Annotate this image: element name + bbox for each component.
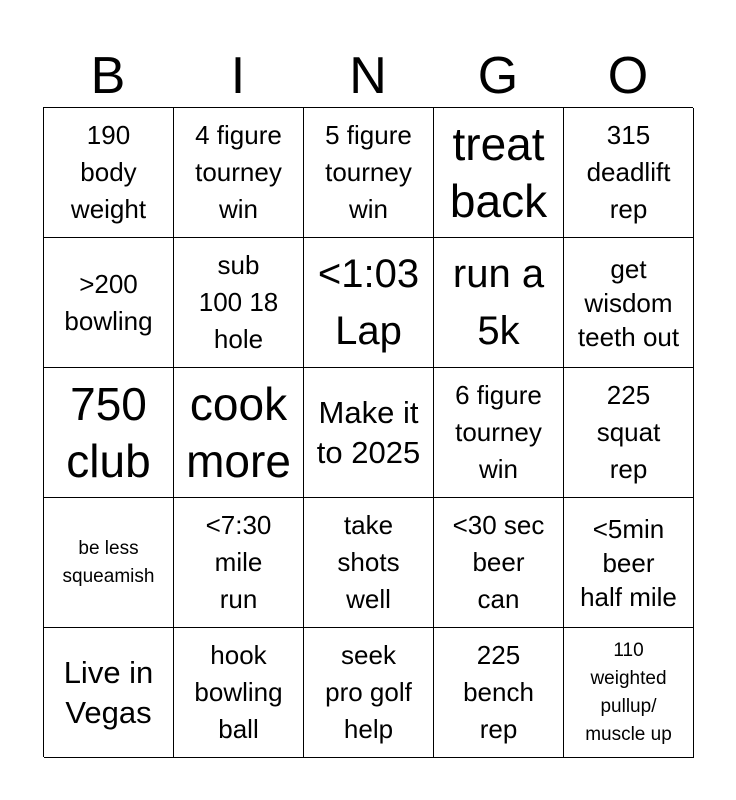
header-letter-o: O: [607, 47, 649, 105]
cell-text: <5min beer half mile: [580, 513, 677, 612]
bingo-cell[interactable]: [304, 628, 434, 758]
cell-text: be less squeamish: [62, 537, 155, 587]
bingo-cell[interactable]: [304, 108, 434, 238]
cell-text: 6 figure tourney win: [455, 380, 542, 484]
cell-text: 315 deadlift rep: [586, 120, 671, 224]
cell-text: 5 figure tourney win: [325, 120, 412, 224]
bingo-cell[interactable]: [44, 108, 174, 238]
bingo-cell[interactable]: [174, 238, 304, 368]
cell-text: Live in Vegas: [63, 654, 154, 730]
cell-text: cook more: [186, 377, 291, 487]
bingo-cell free-space[interactable]: [304, 368, 434, 498]
cell-text: 750 club: [66, 377, 151, 487]
bingo-cell[interactable]: [304, 498, 434, 628]
bingo-cell[interactable]: [174, 498, 304, 628]
bingo-cell[interactable]: [44, 368, 174, 498]
bingo-cell[interactable]: [174, 108, 304, 238]
bingo-cell[interactable]: [304, 238, 434, 368]
cell-text: 110 weighted pullup/ muscle up: [585, 639, 672, 745]
cell-text: <30 sec beer can: [452, 510, 545, 614]
header-letter-b: B: [90, 47, 126, 105]
cell-text: 190 body weight: [70, 120, 147, 224]
bingo-header: [43, 44, 693, 108]
cell-text: Make it to 2025: [316, 394, 421, 470]
bingo-cell[interactable]: [434, 368, 564, 498]
cell-text: run a 5k: [452, 251, 545, 353]
bingo-cell[interactable]: [564, 108, 694, 238]
bingo-cell[interactable]: [434, 108, 564, 238]
cell-text: 225 bench rep: [463, 640, 534, 744]
bingo-cell[interactable]: [174, 628, 304, 758]
cell-text: 4 figure tourney win: [195, 120, 282, 224]
header-letter-n: N: [349, 47, 387, 105]
bingo-cell[interactable]: [44, 628, 174, 758]
cell-text: hook bowling ball: [194, 640, 283, 744]
cell-text: treat back: [449, 117, 548, 227]
bingo-cell[interactable]: [44, 498, 174, 628]
bingo-card-grid: [43, 107, 693, 757]
cell-text: take shots well: [337, 510, 400, 614]
cell-text: >200 bowling: [64, 268, 153, 336]
bingo-cell[interactable]: [434, 628, 564, 758]
cell-text: sub 100 18 hole: [198, 250, 279, 354]
cell-text: 225 squat rep: [596, 380, 661, 484]
bingo-cell[interactable]: [564, 368, 694, 498]
bingo-cell[interactable]: [44, 238, 174, 368]
cell-text: get wisdom teeth out: [577, 253, 680, 352]
bingo-cell[interactable]: [434, 238, 564, 368]
cell-text: <7:30 mile run: [205, 510, 272, 614]
bingo-cell[interactable]: [564, 498, 694, 628]
cell-text: <1:03 Lap: [317, 251, 420, 353]
bingo-cell[interactable]: [564, 628, 694, 758]
bingo-cell[interactable]: [564, 238, 694, 368]
cell-text: seek pro golf help: [325, 640, 412, 744]
header-letter-i: I: [230, 47, 246, 105]
bingo-cell[interactable]: [174, 368, 304, 498]
header-letter-g: G: [477, 47, 519, 105]
bingo-cell[interactable]: [434, 498, 564, 628]
